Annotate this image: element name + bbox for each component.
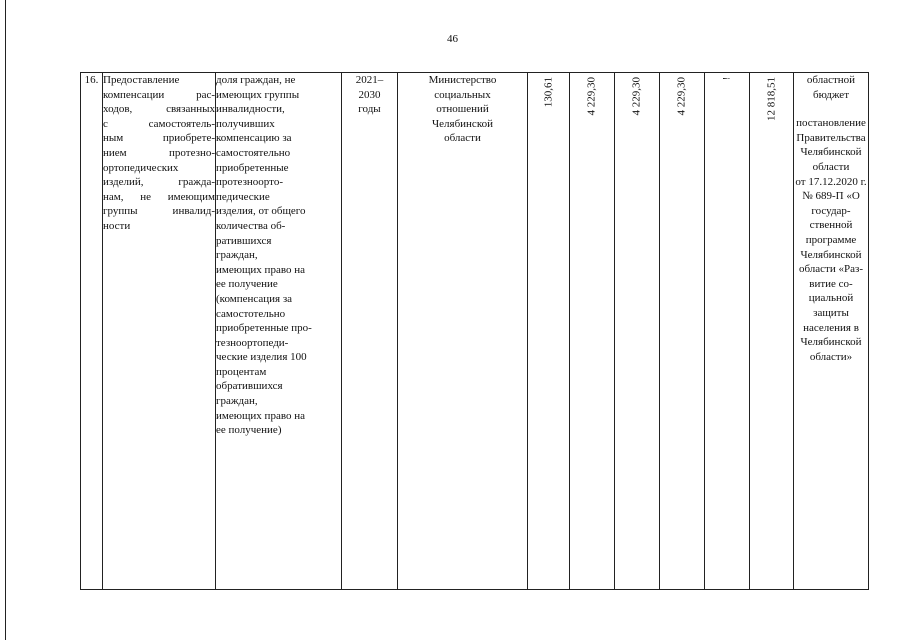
text-line: ее получение)	[216, 424, 282, 437]
text-line: области	[444, 132, 481, 145]
text-line: Министерство	[428, 74, 497, 86]
text-line: области»	[809, 350, 853, 363]
text-line: области	[812, 160, 850, 173]
text-line: ратившихся	[216, 234, 272, 247]
text-line: Челябинской	[800, 336, 862, 349]
text-line: инвалидности,	[216, 103, 285, 116]
text-line: граждан,	[216, 249, 258, 262]
text-line: областной	[806, 74, 856, 86]
indicator-cell	[216, 73, 342, 590]
text-line: постановление	[796, 117, 866, 130]
row-number: 16.	[81, 73, 103, 590]
value-2024: 4 229,30	[675, 77, 688, 116]
value-2022: 4 229,30	[585, 77, 598, 116]
value-cell	[615, 73, 660, 590]
text-line: ходов, связанных	[103, 103, 215, 116]
text-line: группы инвалид-	[103, 205, 215, 218]
value-mark: !	[721, 77, 732, 80]
value-2023: 4 229,30	[630, 77, 643, 116]
text-line: ческие изделия 100	[216, 351, 307, 364]
text-line: защиты	[813, 306, 849, 319]
text-line: педические	[216, 190, 270, 203]
text-line: Челябинской	[800, 146, 862, 159]
value-cell	[528, 73, 570, 590]
text-line: самостоятельно	[216, 146, 291, 159]
text-line: с самостоятель-	[103, 117, 215, 130]
text-line: имеющих право на	[216, 263, 305, 276]
executor-cell	[398, 73, 528, 590]
page-number: 46	[447, 33, 458, 45]
text-line: имеющих право на	[216, 409, 305, 422]
source-cell	[794, 73, 869, 590]
text-line: годы	[358, 103, 381, 116]
text-line: области «Раз-	[798, 263, 864, 276]
text-line: циальной	[808, 292, 854, 305]
period-cell	[342, 73, 398, 590]
text-line: изделий, гражда-	[103, 176, 215, 189]
text-line: Правительства	[796, 131, 866, 144]
text-line: количества об-	[216, 219, 286, 232]
value-total: 12 818,51	[765, 77, 778, 121]
value-cell	[570, 73, 615, 590]
text-line: Предоставление	[103, 74, 180, 86]
text-line: компенсацию за	[216, 132, 292, 145]
source-block	[794, 73, 868, 102]
text-line: ным приобрете-	[103, 132, 215, 145]
value-cell	[750, 73, 794, 590]
text-line: социальных	[434, 88, 491, 101]
text-line: ственной	[809, 219, 853, 232]
text-line: компенсации рас-	[103, 88, 215, 101]
text-line: получивших	[216, 117, 275, 130]
page-left-edge	[5, 0, 6, 640]
text-line: (компенсация за	[216, 292, 293, 305]
text-line: обратившихся	[216, 380, 283, 393]
value-cell	[705, 73, 750, 590]
program-table	[80, 72, 869, 590]
text-line: изделия, от общего	[216, 205, 306, 218]
text-line: от 17.12.2020 г.	[795, 175, 867, 188]
measure-name-cell	[103, 73, 216, 590]
text-line: имеющих группы	[216, 88, 300, 101]
text-line: протезноорто-	[216, 176, 283, 189]
text-line: бюджет	[813, 88, 849, 101]
text-line: процентам	[216, 365, 267, 378]
text-line: ее получение	[216, 278, 278, 291]
text-line: витие со-	[809, 277, 853, 290]
basis-block	[794, 116, 868, 364]
text-line: Челябинской	[800, 248, 862, 261]
text-line: самостотельно	[216, 307, 286, 320]
text-line: программе	[805, 233, 857, 246]
text-line: приобретенные	[216, 161, 289, 174]
text-line: 2030	[358, 88, 381, 101]
text-line: граждан,	[216, 395, 258, 408]
text-line: приобретенные про-	[216, 322, 312, 335]
text-line: ортопедических	[103, 161, 179, 174]
text-line: ности	[103, 219, 131, 232]
text-line: 2021–	[355, 74, 384, 86]
value-2021: 130,61	[542, 77, 555, 108]
text-line: государ-	[811, 204, 851, 217]
text-line: доля граждан, не	[216, 74, 296, 86]
text-line: нам, не имеющим	[103, 190, 215, 203]
text-line: отношений	[436, 103, 489, 116]
text-line: тезноортопеди-	[216, 336, 289, 349]
table-row	[81, 73, 869, 590]
text-line: нием протезно-	[103, 146, 215, 159]
text-line: населения в	[803, 321, 859, 334]
text-line: Челябинской	[431, 117, 493, 130]
text-line: № 689-П «О	[802, 190, 860, 203]
value-cell	[660, 73, 705, 590]
